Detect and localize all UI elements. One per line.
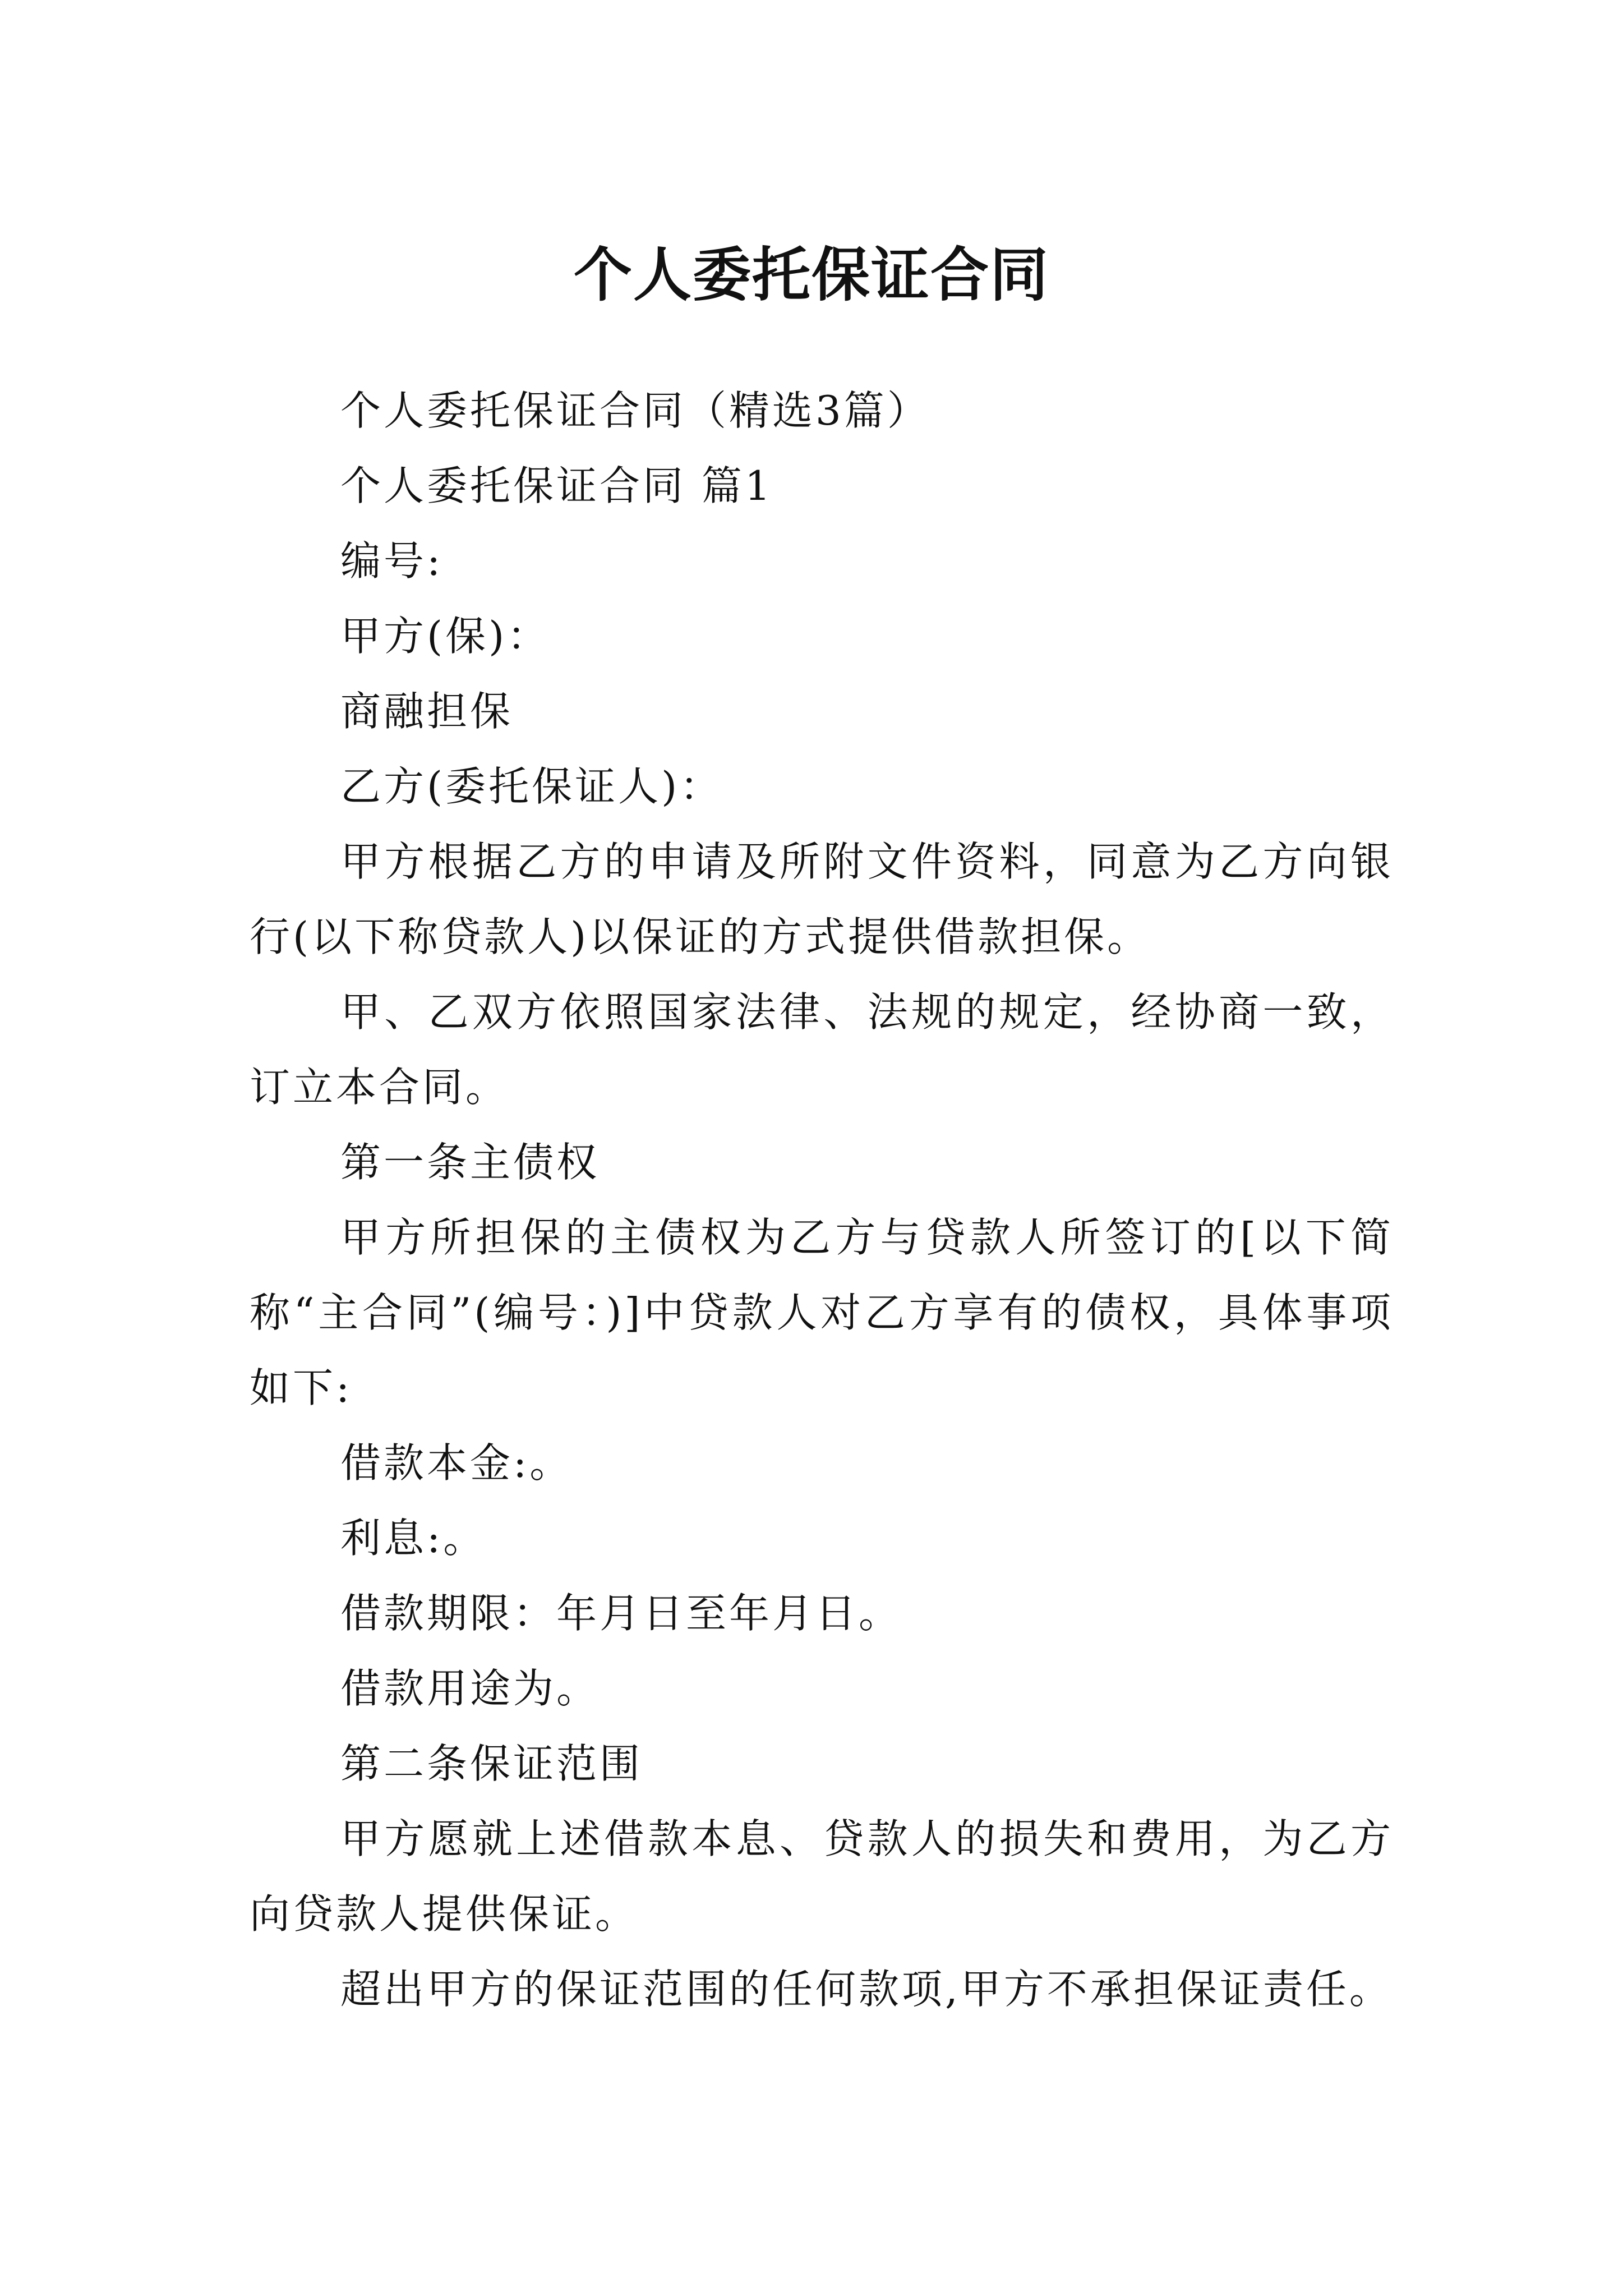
document-body [250,373,1394,2027]
paragraph-principal: 借款本金:。 [340,1439,573,1487]
paragraph-collection-title: 个人委托保证合同（精选3篇） [340,387,930,434]
paragraph-article-one-heading: 第一条主债权 [340,1139,600,1186]
paragraph-agreement: 甲、乙双方依照国家法律、法规的规定，经协商一致，订立本合同。 [250,988,1394,1111]
paragraph-party-a: 甲方(保)： [340,613,551,660]
paragraph-section-title: 个人委托保证合同 篇1 [340,462,773,509]
paragraph-article-two-heading: 第二条保证范围 [340,1740,643,1787]
paragraph-guarantor-name: 商融担保 [340,688,514,735]
paragraph-excluded-liability: 超出甲方的保证范围的任何款项,甲方不承担保证责任。 [340,1966,1393,2013]
paragraph-number: 编号: [340,537,444,585]
paragraph-interest: 利息:。 [340,1515,487,1562]
document-title: 个人委托保证合同 [573,240,1049,309]
paragraph-main-debt: 甲方所担保的主债权为乙方与贷款人所签订的[以下简称“主合同”(编号：)]中贷款人对乙方享有的债权，具体事项如下: [250,1214,1394,1411]
paragraph-guarantee-scope: 甲方愿就上述借款本息、贷款人的损失和费用，为乙方向贷款人提供保证。 [250,1815,1394,1938]
paragraph-loan-period: 借款期限：年月日至年月日。 [340,1590,902,1637]
paragraph-party-b: 乙方(委托保证人)： [340,763,723,810]
paragraph-loan-purpose: 借款用途为。 [340,1665,600,1712]
paragraph-application: 甲方根据乙方的申请及所附文件资料，同意为乙方向银行(以下称贷款人)以保证的方式提供借款担保。 [250,838,1394,960]
